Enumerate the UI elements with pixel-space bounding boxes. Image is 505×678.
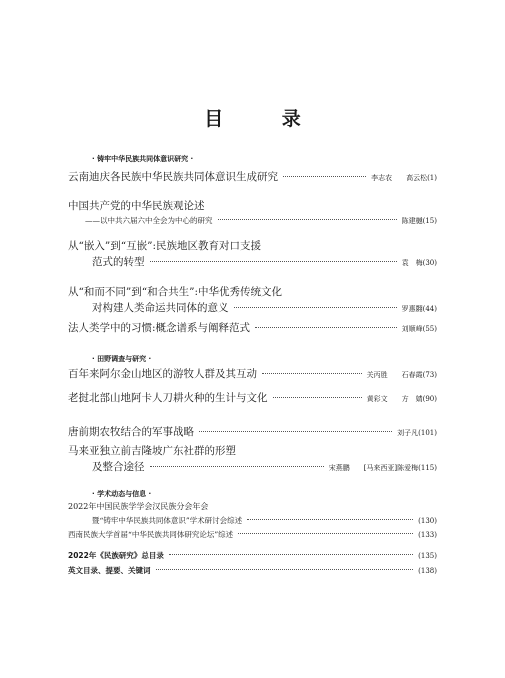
entry-title: 西南民族大学首届“中华民族共同体研究论坛”综述 [68, 530, 234, 539]
entry-title: 法人类学中的习惯:概念谱系与阐释范式 [68, 322, 251, 334]
toc-entry-6[interactable] [68, 366, 437, 381]
toc-entry-12[interactable] [68, 550, 437, 561]
entry-author-page: 袁 梅(30) [401, 259, 437, 267]
entry-author-page: [马来西亚]陈爱梅(115) [363, 464, 437, 472]
page-title: 目 录 [204, 108, 327, 130]
leader-dots [262, 373, 362, 374]
leader-dots [150, 466, 324, 467]
entry-title-continued: 暨“铸牢中华民族共同体意识”学术研讨会综述 [92, 516, 243, 525]
toc-entry-13[interactable] [68, 565, 437, 576]
leader-dots [273, 397, 362, 398]
entry-author-page: 陈建樾(15) [401, 217, 437, 225]
section-heading-1: · 铸牢中华民族共同体意识研究 · [92, 155, 194, 163]
entry-author-page: 石春霞(73) [401, 371, 437, 379]
toc-entry-10[interactable] [92, 515, 437, 526]
entry-title: 2022年《民族研究》总目录 [68, 551, 164, 560]
toc-entry-9[interactable] [92, 459, 437, 474]
toc-entry-1[interactable] [68, 169, 437, 184]
toc-entry-9-title[interactable]: 马来亚独立前吉隆坡广东社群的形塑 [68, 445, 236, 457]
entry-page: (130) [418, 517, 437, 525]
entry-author: 关丙胜 [366, 371, 388, 379]
entry-author-page: 刘顺峰(55) [401, 325, 437, 333]
leader-dots [150, 261, 397, 262]
toc-entry-2-title[interactable]: 中国共产党的中华民族观论述 [68, 200, 205, 212]
leader-dots [156, 569, 414, 570]
section-heading-2: · 田野调查与研究 · [92, 355, 152, 363]
entry-author-page: 高云松(1) [406, 174, 437, 182]
leader-dots [199, 431, 392, 432]
leader-dots [218, 219, 397, 220]
entry-title-continued: 范式的转型 [92, 256, 145, 268]
toc-entry-8[interactable] [68, 424, 437, 439]
entry-title: 百年来阿尔金山地区的游牧人群及其互动 [68, 368, 257, 380]
leader-dots [169, 554, 413, 555]
toc-entry-3[interactable] [92, 254, 437, 269]
entry-author-page: 刘子凡(101) [397, 429, 437, 437]
entry-title-continued: 对构建人类命运共同体的意义 [92, 302, 229, 314]
entry-subtitle: ——以中共六届六中全会为中心的研究 [85, 216, 213, 225]
toc-entry-5[interactable] [68, 320, 437, 335]
entry-title: 英文目录、提要、关键词 [68, 566, 151, 575]
toc-entry-3-title[interactable]: 从“嵌入”到“互嵌”:民族地区教育对口支援 [68, 240, 262, 252]
leader-dots [238, 533, 413, 534]
entry-title: 唐前期农牧结合的军事战略 [68, 426, 194, 438]
toc-entry-4-title[interactable]: 从“和而不同”到“和合共生”:中华优秀传统文化 [68, 286, 283, 298]
leader-dots [247, 519, 413, 520]
toc-entry-2[interactable] [85, 215, 437, 226]
entry-title: 云南迪庆各民族中华民族共同体意识生成研究 [68, 171, 278, 183]
entry-author: 宋燕鹏 [328, 464, 350, 472]
entry-page: (133) [418, 531, 437, 539]
leader-dots [283, 176, 366, 177]
entry-author: 李志农 [371, 174, 393, 182]
toc-entry-10-title[interactable]: 2022年中国民族学学会汉民族分会年会 [68, 502, 209, 511]
entry-author: 黄彩文 [366, 395, 388, 403]
entry-title: 老挝北部山地阿卡人刀耕火种的生计与文化 [68, 392, 268, 404]
toc-entry-11[interactable] [68, 529, 437, 540]
toc-entry-4[interactable] [92, 300, 437, 315]
leader-dots [234, 307, 397, 308]
entry-page: (138) [418, 567, 437, 575]
entry-title-continued: 及整合途径 [92, 461, 145, 473]
leader-dots [255, 327, 397, 328]
toc-entry-7[interactable] [68, 390, 437, 405]
entry-author-page: 罗惠翾(44) [401, 305, 437, 313]
entry-page: (135) [418, 552, 437, 560]
entry-author-page: 方 婧(90) [401, 395, 437, 403]
section-heading-3: · 学术动态与信息 · [92, 490, 152, 498]
